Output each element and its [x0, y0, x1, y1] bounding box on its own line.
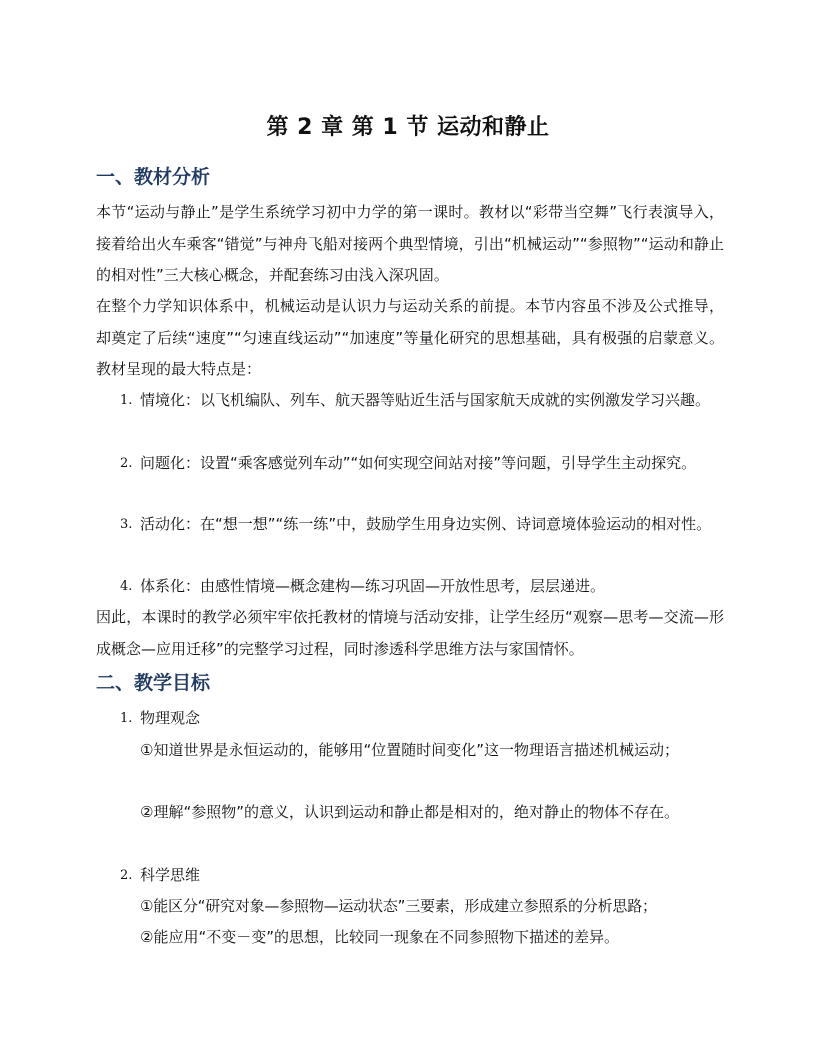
goal-item: ①能区分“研究对象—参照物—运动状态”三要素，形成建立参照系的分析思路；	[140, 897, 657, 915]
list-item-text: 活动化：在“想一想”“练一练”中，鼓励学生用身边实例、诗词意境体验运动的相对性。	[140, 515, 712, 533]
paragraph-intro: 本节“运动与静止”是学生系统学习初中力学的第一课时。教材以“彩带当空舞”飞行表演导入，接着给出火车乘客“错觉”与神舟飞船对接两个典型情境，引出“机械运动”“参照物”“运动和静止的相对性”三大核心概念，并配套练习由浅入深巩固。	[96, 203, 724, 284]
list-item	[96, 385, 724, 417]
paragraph-knowledge-system: 在整个力学知识体系中，机械运动是认识力与运动关系的前提。本节内容虽不涉及公式推导，却奠定了后续“速度”“匀速直线运动”“加速度”等量化研究的思想基础，具有极强的启蒙意义。教材呈现的最大特点是：	[96, 297, 724, 378]
list-number: 2.	[120, 868, 133, 883]
section-heading-textbook-analysis: 一、教材分析	[96, 166, 211, 188]
list-item	[96, 860, 724, 892]
list-number: 2.	[120, 456, 133, 471]
list-item-title: 科学思维	[140, 866, 201, 884]
paragraph-conclusion: 因此，本课时的教学必须牢牢依托教材的情境与活动安排，让学生经历“观察—思考—交流—形成概念—应用迁移”的完整学习过程，同时渗透科学思维方法与家国情怀。	[96, 608, 724, 658]
list-number: 4.	[120, 579, 133, 594]
list-item-text: 问题化：设置“乘客感觉列车动”“如何实现空间站对接”等问题，引导学生主动探究。	[140, 454, 697, 472]
list-item	[96, 509, 724, 541]
section-heading-teaching-goals: 二、教学目标	[96, 672, 211, 694]
list-item	[96, 571, 724, 603]
list-item-text: 体系化：由感性情境—概念建构—练习巩固—开放性思考，层层递进。	[140, 577, 606, 595]
list-item	[96, 703, 724, 735]
page-title: 第 2 章 第 1 节 运动和静止	[266, 115, 550, 140]
list-item-text: 情境化：以飞机编队、列车、航天器等贴近生活与国家航天成就的实例激发学习兴趣。	[140, 391, 711, 409]
list-number: 3.	[120, 517, 133, 532]
list-number: 1.	[120, 711, 133, 726]
goal-item: ②理解“参照物”的意义，认识到运动和静止都是相对的，绝对静止的物体不存在。	[140, 803, 679, 821]
list-item-title: 物理观念	[140, 709, 201, 727]
list-item	[96, 448, 724, 480]
list-number: 1.	[120, 393, 133, 408]
goal-item: ①知道世界是永恒运动的，能够用“位置随时间变化”这一物理语言描述机械运动；	[140, 741, 679, 759]
goal-item: ②能应用“不变－变”的思想，比较同一现象在不同参照物下描述的差异。	[140, 928, 619, 946]
